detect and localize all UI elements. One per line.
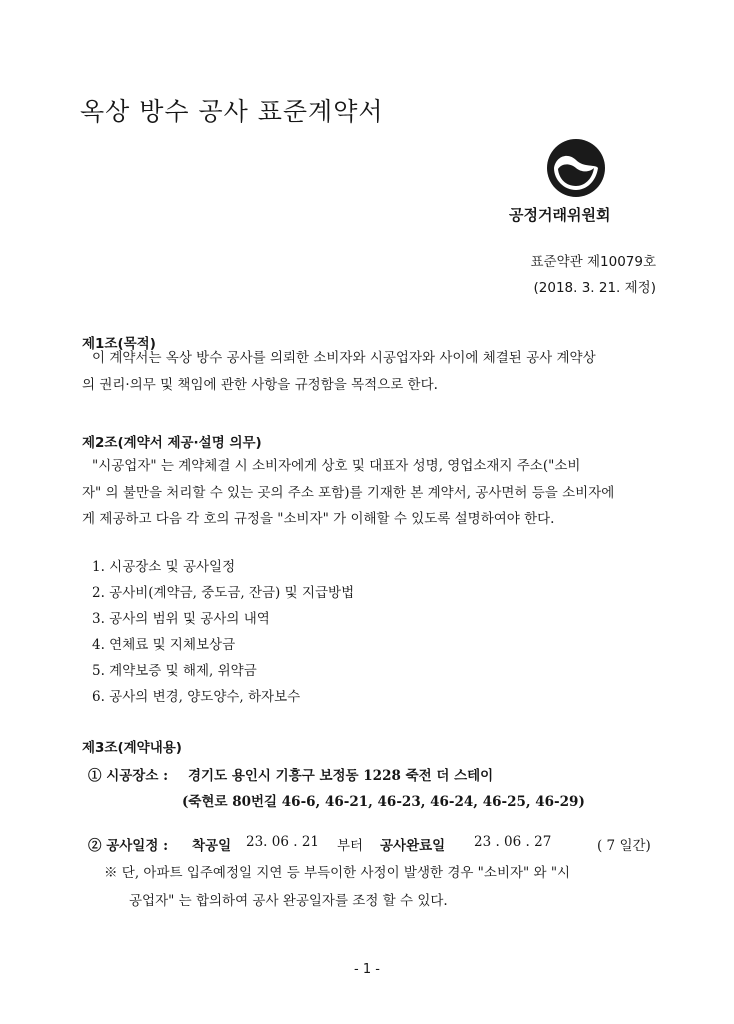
end-date: 23 . 06 . 27 [474,834,552,850]
list-item: 5. 계약보증 및 해제, 위약금 [92,663,257,679]
note-line: ※ 단, 아파트 입주예정일 지연 등 부득이한 사정이 발생한 경우 "소비자" 와 "시 [104,865,571,881]
site-detail: (죽현로 80번길 46-6, 46-21, 46-23, 46-24, 46-25, 46-29) [182,794,585,810]
article1-line: 의 권리·의무 및 책임에 관한 사항을 규정함을 목적으로 한다. [82,376,438,393]
end-label: 공사완료일 [380,838,446,854]
schedule-label: ② 공사일정 : [88,838,169,854]
article1-line: 이 계약서는 옥상 방수 공사를 의뢰한 소비자와 시공업자와 사이에 체결된 공사 계약상 [92,350,596,366]
start-date: 23. 06 . 21 [246,834,319,850]
list-item: 6. 공사의 변경, 양도양수, 하자보수 [92,689,301,705]
article1-heading: 제1조(목적) [82,336,156,352]
duration: ( 7 일간) [597,838,651,854]
note-line: 공업자" 는 합의하여 공사 완공일자를 조정 할 수 있다. [129,893,448,909]
article3-heading: 제3조(계약내용) [82,740,182,756]
standard-date: (2018. 3. 21. 제정) [533,280,656,296]
ftc-logo-icon [546,138,606,198]
list-item: 4. 연체료 및 지체보상금 [92,637,236,653]
document-title: 옥상 방수 공사 표준계약서 [80,97,384,126]
list-item: 3. 공사의 범위 및 공사의 내역 [92,611,270,627]
list-item: 1. 시공장소 및 공사일정 [92,559,236,575]
site-label: ① 시공장소 : [88,768,169,784]
list-item: 2. 공사비(계약금, 중도금, 잔금) 및 지급방법 [92,585,355,601]
article1-body [82,345,660,398]
article2-body [82,453,660,533]
article2-line: 게 제공하고 다음 각 호의 규정을 "소비자" 가 이해할 수 있도록 설명하여야 한다. [82,511,555,527]
from-word: 부터 [337,838,364,854]
page-number: - 1 - [354,962,380,977]
start-label: 착공일 [192,838,232,854]
article2-line: 자" 의 불만을 처리할 수 있는 곳의 주소 포함)를 기재한 본 계약서, 공사면허 등을 소비자에 [82,484,615,501]
standard-reference: 표준약관 제10079호 [530,254,656,270]
site-value: 경기도 용인시 기흥구 보정동 1228 죽전 더 스테이 [188,768,494,784]
org-name: 공정거래위원회 [509,206,611,224]
article2-line: "시공업자" 는 계약체결 시 소비자에게 상호 및 대표자 성명, 영업소재지 주소("소비 [92,458,581,474]
article2-heading: 제2조(계약서 제공·설명 의무) [82,435,262,451]
